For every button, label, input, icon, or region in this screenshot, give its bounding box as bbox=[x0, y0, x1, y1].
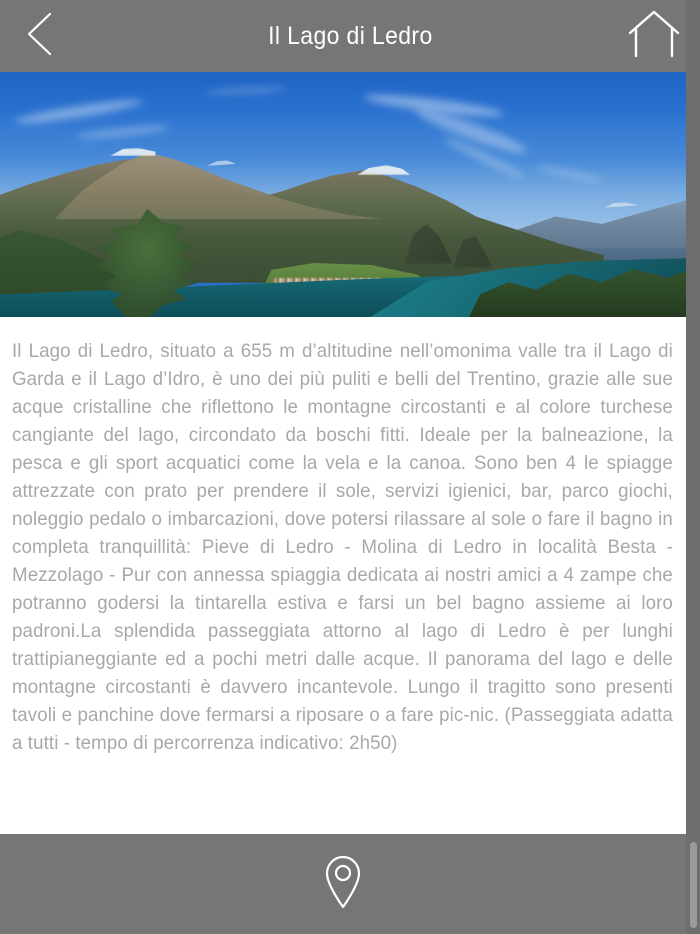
map-location-button[interactable] bbox=[311, 849, 375, 919]
bottom-toolbar bbox=[0, 834, 686, 934]
home-button[interactable] bbox=[624, 8, 684, 64]
photo-scene bbox=[0, 72, 686, 317]
scrollbar-thumb[interactable] bbox=[690, 842, 697, 928]
content-area bbox=[0, 317, 686, 834]
back-button[interactable] bbox=[16, 10, 64, 62]
page-title: Il Lago di Ledro bbox=[267, 21, 433, 50]
scrollbar-track[interactable] bbox=[686, 0, 700, 934]
chevron-left-icon bbox=[24, 11, 56, 62]
description-text: Il Lago di Ledro, situato a 655 m d’altitudine nell’omonima valle tra il Lago di Garda e il Lago d’Idro, è uno dei più puliti e belli del Trentino, grazie alle sue acque cristalline che riflettono le montagne circostanti e al colore turchese cangiante del lago, circondato da boschi fitti. Ideale per la balneazione, la pesca e gli sport acquatici come la vela e la canoa. Sono ben 4 le spiagge attrezzate con prato per prendere il sole, servizi igienici, bar, parco giochi, noleggio pedalo o imbarcazioni, dove potersi rilassare al sole o fare il bagno in completa tranquillità: Pieve di Ledro - Molina di Ledro in località Besta - Mezzolago - Pur con annessa spiaggia dedicata ai nostri amici a 4 zampe che potranno godersi la tintarella estiva e farsi un bel bagno assieme ai loro padroni.La splendida passeggiata attorno al lago di Ledro è per lunghi trattipianeggiante ed a pochi metri dalle acque. Il panorama del lago e delle montagne circostanti è davvero incantevole. Lungo il tragitto sono presenti tavoli e panchine dove fermarsi a riposare o a fare pic-nic. (Passeggiata adatta a tutti - tempo di percorrenza indicativo: 2h50) bbox=[12, 340, 673, 754]
home-icon bbox=[627, 9, 681, 64]
hero-photo[interactable] bbox=[0, 72, 686, 317]
map-pin-icon bbox=[321, 854, 365, 915]
app-header bbox=[0, 0, 700, 72]
